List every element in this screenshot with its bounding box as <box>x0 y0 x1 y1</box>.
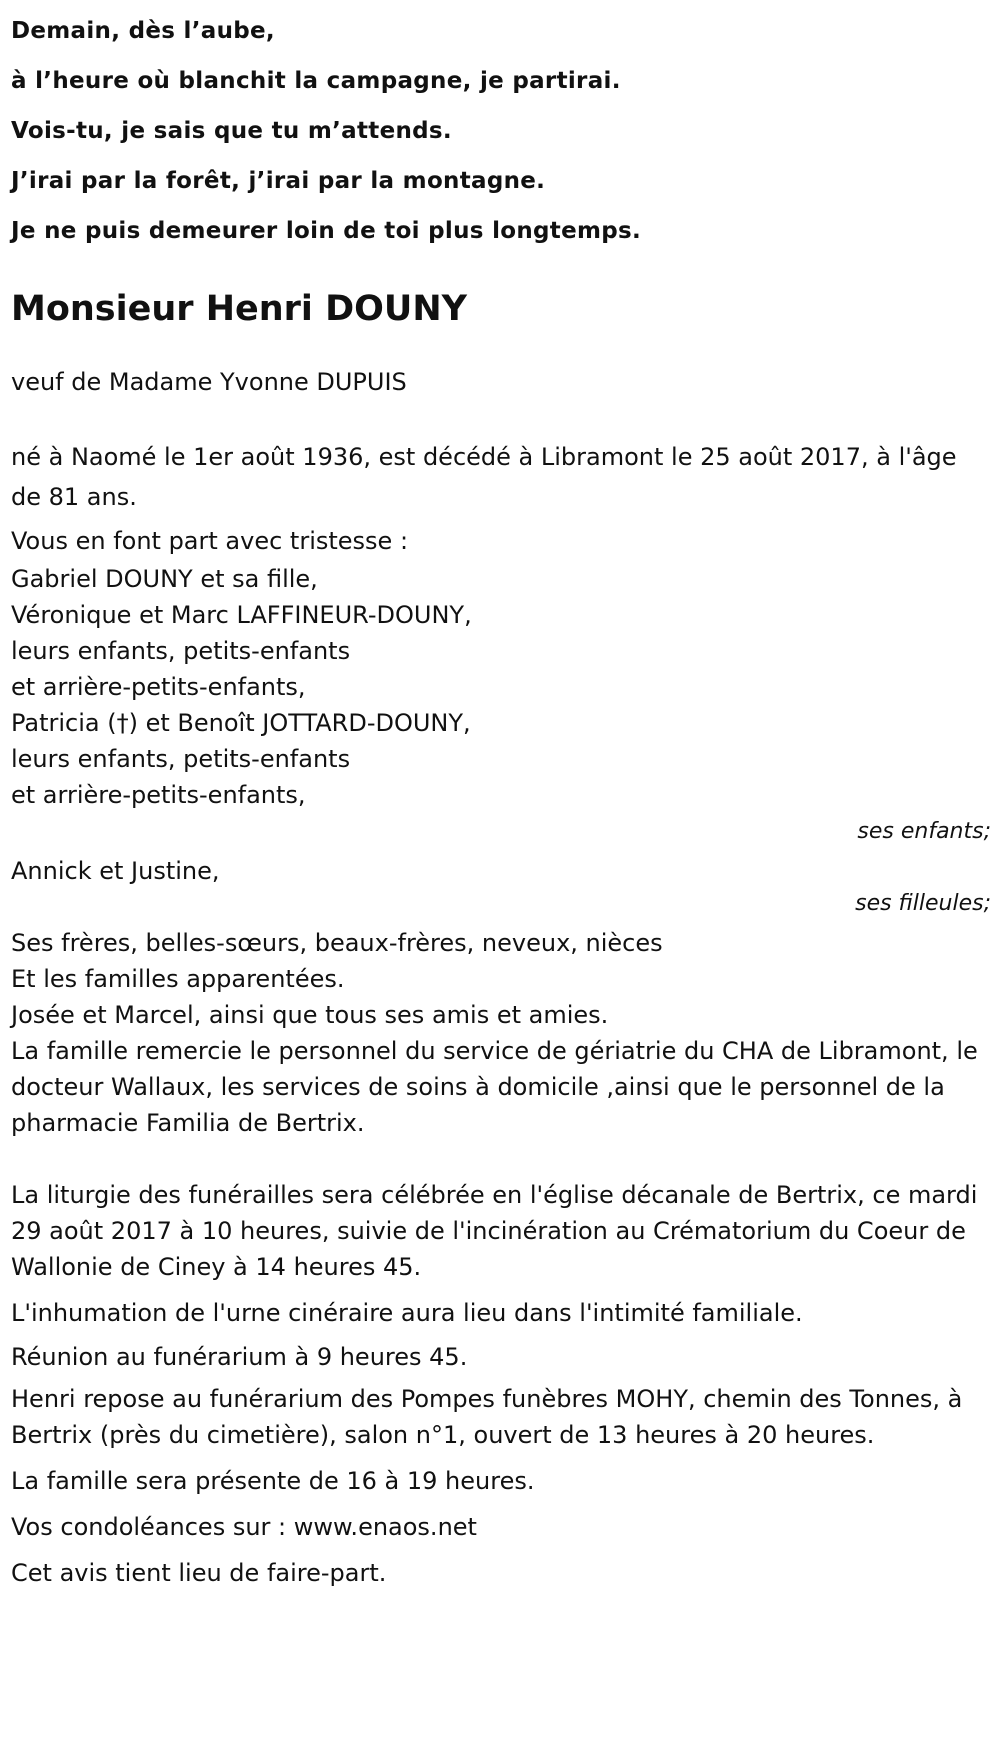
thanks-paragraph: La famille remercie le personnel du service de gériatrie du CHA de Libramont, le docteur Wallaux, les services de soins à domicile ,ainsi que le personnel de la pharmacie Familia de Bertrix. <box>11 1037 978 1137</box>
meeting-line: Réunion au funérarium à 9 heures 45. <box>11 1343 468 1371</box>
goddaughters-role: ses filleules; <box>855 891 991 916</box>
list-item: leurs enfants, petits-enfants <box>11 637 351 665</box>
poem-line: à l’heure où blanchit la campagne, je partirai. <box>11 68 621 94</box>
list-item: Patricia (†) et Benoît JOTTARD-DOUNY, <box>11 709 471 737</box>
list-item: Et les familles apparentées. <box>11 965 345 993</box>
poem-line: J’irai par la forêt, j’irai par la montagne. <box>11 168 546 194</box>
announce-intro: Vous en font part avec tristesse : <box>11 527 409 555</box>
widower-line: veuf de Madame Yvonne DUPUIS <box>11 368 407 396</box>
list-item: leurs enfants, petits-enfants <box>11 745 351 773</box>
deceased-name: Monsieur Henri DOUNY <box>11 289 467 329</box>
goddaughters-line: Annick et Justine, <box>11 857 220 885</box>
list-item: Véronique et Marc LAFFINEUR-DOUNY, <box>11 601 472 629</box>
list-item: Josée et Marcel, ainsi que tous ses amis et amies. <box>11 1001 609 1029</box>
poem-line: Demain, dès l’aube, <box>11 18 275 44</box>
children-list <box>11 561 991 813</box>
burial-line: L'inhumation de l'urne cinéraire aura lieu dans l'intimité familiale. <box>11 1299 803 1327</box>
family-presence-line: La famille sera présente de 16 à 19 heures. <box>11 1467 535 1495</box>
notice-line: Cet avis tient lieu de faire-part. <box>11 1559 387 1587</box>
list-item: et arrière-petits-enfants, <box>11 781 306 809</box>
poem-line: Je ne puis demeurer loin de toi plus longtemps. <box>11 218 642 244</box>
children-role: ses enfants; <box>857 819 991 844</box>
poem <box>11 6 991 256</box>
poem-line: Vois-tu, je sais que tu m’attends. <box>11 118 452 144</box>
liturgy-paragraph: La liturgie des funérailles sera célébrée en l'église décanale de Bertrix, ce mardi 29 août 2017 à 10 heures, suivie de l'incinération au Crématorium du Coeur de Wallonie de Ciney à 14 heures 45. <box>11 1181 978 1281</box>
family-list <box>11 925 991 1033</box>
list-item: Ses frères, belles-sœurs, beaux-frères, neveux, nièces <box>11 929 663 957</box>
birth-death-paragraph: né à Naomé le 1er août 1936, est décédé à Libramont le 25 août 2017, à l'âge de 81 ans. <box>11 443 957 511</box>
list-item: et arrière-petits-enfants, <box>11 673 306 701</box>
condolences-line: Vos condoléances sur : www.enaos.net <box>11 1513 477 1541</box>
list-item: Gabriel DOUNY et sa fille, <box>11 565 318 593</box>
rest-paragraph: Henri repose au funérarium des Pompes funèbres MOHY, chemin des Tonnes, à Bertrix (près du cimetière), salon n°1, ouvert de 13 heures à 20 heures. <box>11 1385 963 1449</box>
obituary-notice <box>11 0 991 1593</box>
